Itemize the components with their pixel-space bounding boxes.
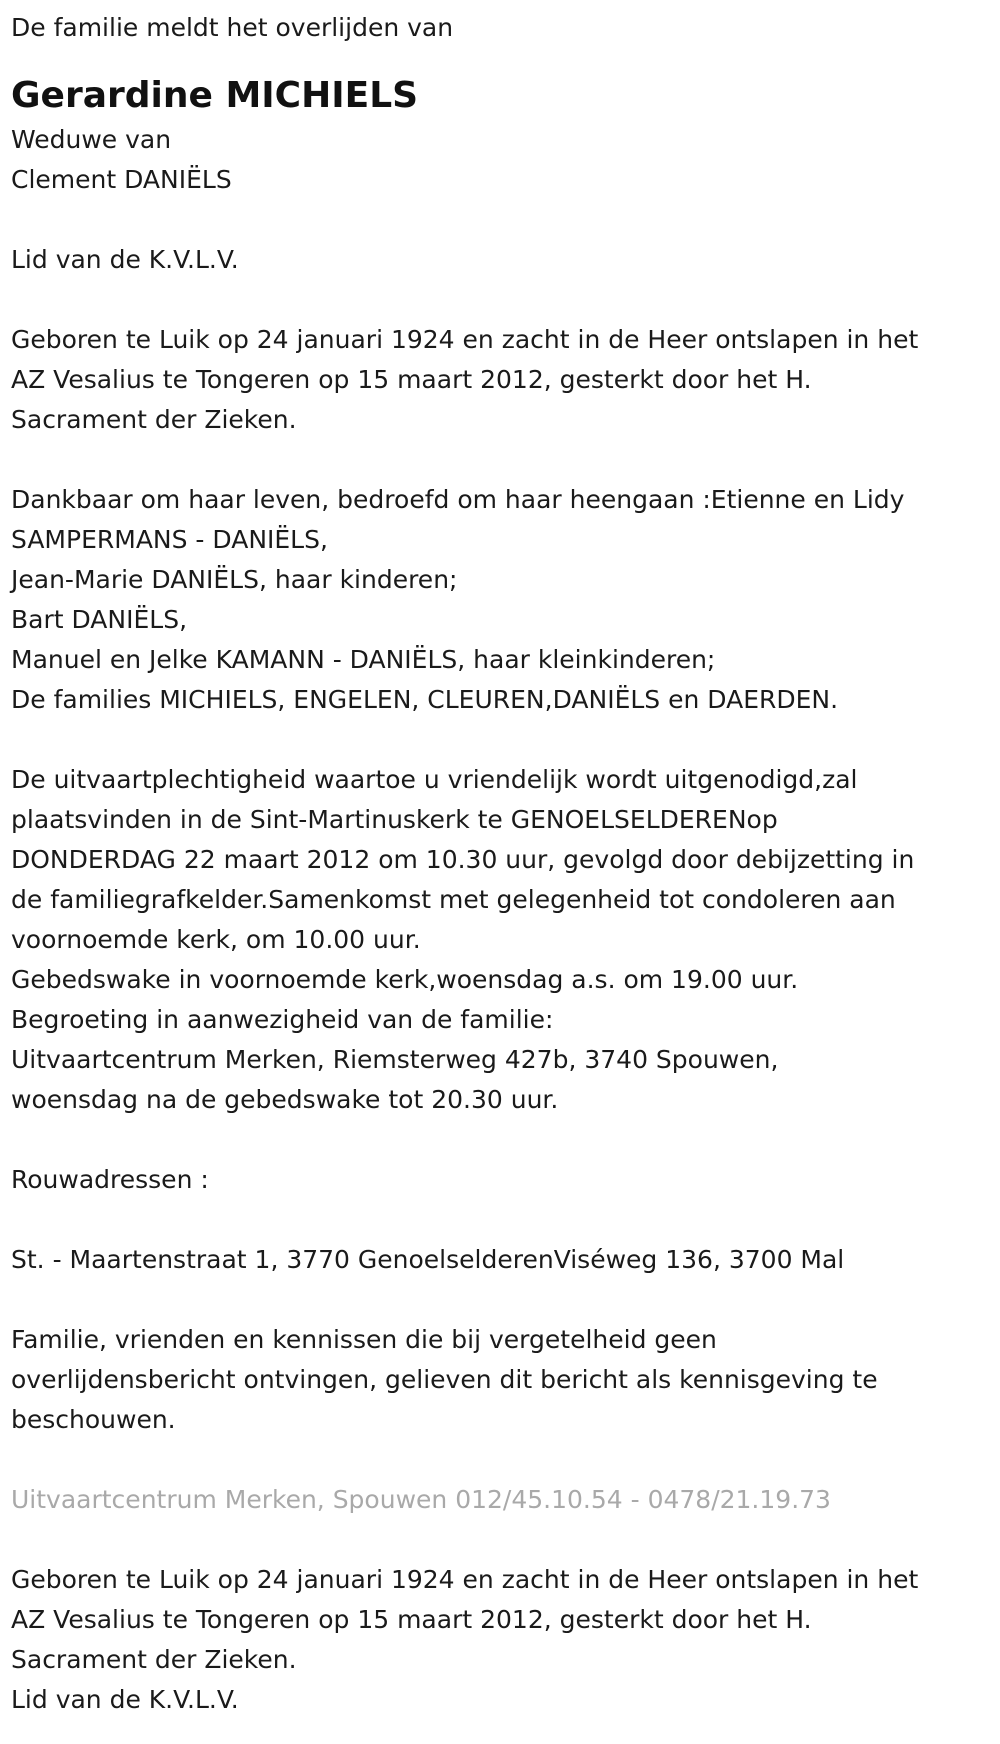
summary-paragraph [11, 1560, 1000, 1720]
paragraph-line: Uitvaartcentrum Merken, Riemsterweg 427b, 3740 Spouwen, [11, 1045, 779, 1074]
family-paragraph [11, 480, 1000, 720]
spacer [11, 1280, 1000, 1320]
membership-text: Lid van de K.V.L.V. [11, 245, 239, 274]
relation-text: Weduwe van [11, 125, 172, 154]
paragraph-line: Gebedswake in voornoemde kerk,woensdag a.s. om 19.00 uur. [11, 965, 799, 994]
paragraph-line: DONDERDAG 22 maart 2012 om 10.30 uur, gevolgd door debijzetting in [11, 845, 915, 874]
paragraph-line: De uitvaartplechtigheid waartoe u vriendelijk wordt uitgenodigd,zal [11, 765, 858, 794]
paragraph-line: AZ Vesalius te Tongeren op 15 maart 2012, gesterkt door het H. [11, 365, 812, 394]
addresses-text: St. - Maartenstraat 1, 3770 GenoelselderenViséweg 136, 3700 Mal [11, 1245, 845, 1274]
paragraph-line: Geboren te Luik op 24 januari 1924 en zacht in de Heer ontslapen in het [11, 325, 919, 354]
paragraph-line: Dankbaar om haar leven, bedroefd om haar heengaan :Etienne en Lidy [11, 485, 905, 514]
paragraph-line: Sacrament der Zieken. [11, 1645, 297, 1674]
spacer [11, 440, 1000, 480]
funeral-home-contact: Uitvaartcentrum Merken, Spouwen 012/45.10.54 - 0478/21.19.73 [11, 1485, 831, 1514]
ceremony-paragraph [11, 760, 1000, 1120]
paragraph-line: Begroeting in aanwezigheid van de familie: [11, 1005, 554, 1034]
spacer [11, 1200, 1000, 1240]
paragraph-line: AZ Vesalius te Tongeren op 15 maart 2012, gesterkt door het H. [11, 1605, 812, 1634]
paragraph-line: beschouwen. [11, 1405, 176, 1434]
paragraph-line: Manuel en Jelke KAMANN - DANIËLS, haar kleinkinderen; [11, 645, 716, 674]
deceased-name: Gerardine MICHIELS [11, 75, 419, 116]
notice-paragraph [11, 1320, 1000, 1440]
paragraph-line: voornoemde kerk, om 10.00 uur. [11, 925, 421, 954]
paragraph-line: Bart DANIËLS, [11, 605, 188, 634]
spouse-name: Clement DANIËLS [11, 165, 232, 194]
spacer [11, 200, 1000, 240]
spacer [11, 1520, 1000, 1560]
paragraph-line: woensdag na de gebedswake tot 20.30 uur. [11, 1085, 559, 1114]
paragraph-line: De families MICHIELS, ENGELEN, CLEUREN,DANIËLS en DAERDEN. [11, 685, 839, 714]
paragraph-line: overlijdensbericht ontvingen, gelieven dit bericht als kennisgeving te [11, 1365, 878, 1394]
paragraph-line: de familiegrafkelder.Samenkomst met gelegenheid tot condoleren aan [11, 885, 896, 914]
intro-text: De familie meldt het overlijden van [11, 13, 454, 42]
paragraph-line: Jean-Marie DANIËLS, haar kinderen; [11, 565, 458, 594]
paragraph-line: Lid van de K.V.L.V. [11, 1685, 239, 1714]
paragraph-line: Sacrament der Zieken. [11, 405, 297, 434]
paragraph-line: plaatsvinden in de Sint-Martinuskerk te GENOELSELDERENop [11, 805, 778, 834]
paragraph-line: Familie, vrienden en kennissen die bij vergetelheid geen [11, 1325, 717, 1354]
paragraph-line: Geboren te Luik op 24 januari 1924 en zacht in de Heer ontslapen in het [11, 1565, 919, 1594]
addresses-label: Rouwadressen : [11, 1165, 209, 1194]
spacer [11, 720, 1000, 760]
birth-death-paragraph [11, 320, 1000, 440]
spacer [11, 280, 1000, 320]
paragraph-line: SAMPERMANS - DANIËLS, [11, 525, 328, 554]
spacer [11, 1120, 1000, 1160]
spacer [11, 1440, 1000, 1480]
